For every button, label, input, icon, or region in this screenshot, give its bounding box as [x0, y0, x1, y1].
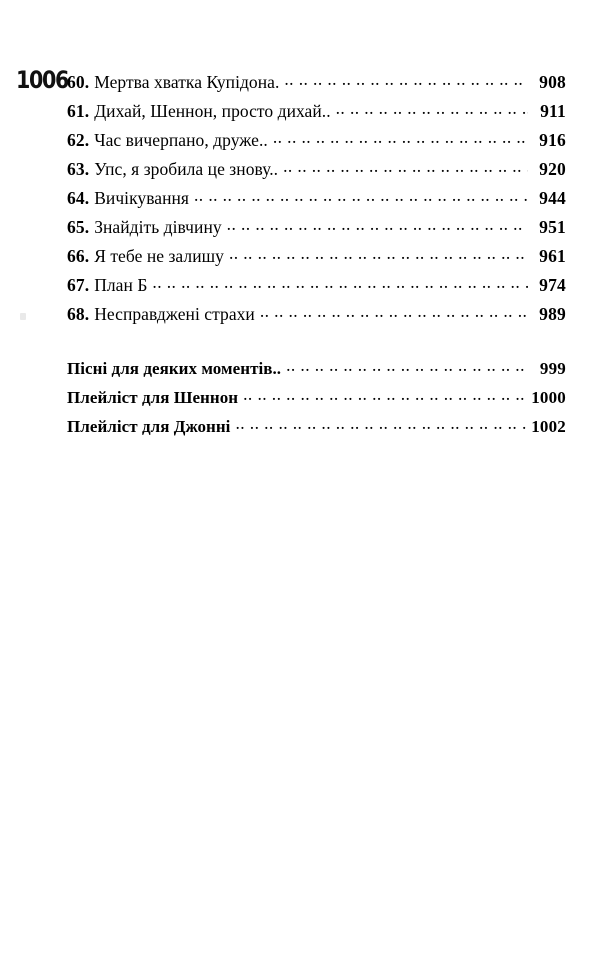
- dot-leader: [273, 129, 528, 147]
- toc-chapter-row[interactable]: [67, 271, 566, 300]
- toc-chapter-row[interactable]: [67, 126, 566, 155]
- toc-page-number: 961: [539, 246, 566, 266]
- toc-page-number: 951: [539, 217, 566, 237]
- toc-chapter-title: Я тебе не залишу: [94, 246, 224, 266]
- dot-leader: [235, 415, 527, 432]
- toc-page-number: 908: [539, 72, 566, 92]
- toc-backmatter-title: Плейліст для Джонні: [67, 417, 231, 436]
- toc-chapter-title: Мертва хватка Купідона.: [94, 72, 280, 92]
- toc-page-number: 911: [540, 101, 566, 121]
- dot-leader: [284, 71, 528, 89]
- dot-leader: [260, 303, 528, 321]
- toc-chapter-number: 60.: [67, 72, 90, 92]
- dot-leader: [283, 158, 528, 176]
- toc-backmatter-row[interactable]: [67, 412, 566, 441]
- dot-leader: [336, 100, 528, 118]
- toc-page-number: 944: [539, 188, 566, 208]
- toc-backmatter-row[interactable]: [67, 354, 566, 383]
- toc-chapter-number: 62.: [67, 130, 90, 150]
- toc-chapter-number: 66.: [67, 246, 90, 266]
- toc-chapter-title: Несправджені страхи: [94, 304, 255, 324]
- dot-leader: [227, 216, 528, 234]
- toc-chapter-title: Дихай, Шеннон, просто дихай..: [94, 101, 331, 121]
- section-separator: [67, 329, 566, 354]
- toc-backmatter-row[interactable]: [67, 383, 566, 412]
- table-of-contents: [67, 68, 566, 441]
- toc-chapter-number: 68.: [67, 304, 90, 324]
- toc-chapter-title: Вичікування: [94, 188, 190, 208]
- toc-page-number: 916: [539, 130, 566, 150]
- toc-chapter-title: Знайдіть дівчину: [94, 217, 222, 237]
- toc-chapter-row[interactable]: [67, 68, 566, 97]
- toc-chapter-title: План Б: [94, 275, 148, 295]
- scan-artifact-speck: [20, 313, 26, 320]
- toc-page-number: 1000: [531, 388, 566, 407]
- toc-chapter-row[interactable]: [67, 97, 566, 126]
- toc-chapter-title: Час вичерпано, друже..: [94, 130, 268, 150]
- toc-chapter-number: 64.: [67, 188, 90, 208]
- toc-page-number: 989: [539, 304, 566, 324]
- toc-page-number: 974: [539, 275, 566, 295]
- dot-leader: [229, 245, 528, 263]
- toc-chapter-number: 63.: [67, 159, 90, 179]
- dot-leader: [152, 274, 528, 292]
- toc-chapter-title: Упс, я зробила це знову..: [94, 159, 279, 179]
- toc-chapter-row[interactable]: [67, 300, 566, 329]
- page-folio-number: 1006: [16, 66, 68, 94]
- toc-backmatter-title: Плейліст для Шеннон: [67, 388, 239, 407]
- toc-chapter-row[interactable]: [67, 184, 566, 213]
- toc-chapter-row[interactable]: [67, 242, 566, 271]
- dot-leader: [286, 357, 528, 374]
- toc-chapter-number: 67.: [67, 275, 90, 295]
- toc-page-number: 999: [539, 359, 566, 378]
- toc-chapter-number: 61.: [67, 101, 90, 121]
- toc-backmatter-title: Пісні для деяких моментів..: [67, 359, 282, 378]
- dot-leader: [243, 386, 527, 403]
- toc-chapter-row[interactable]: [67, 213, 566, 242]
- toc-chapter-number: 65.: [67, 217, 90, 237]
- toc-chapter-row[interactable]: [67, 155, 566, 184]
- toc-page-number: 1002: [531, 417, 566, 436]
- toc-page-number: 920: [539, 159, 566, 179]
- dot-leader: [194, 187, 528, 205]
